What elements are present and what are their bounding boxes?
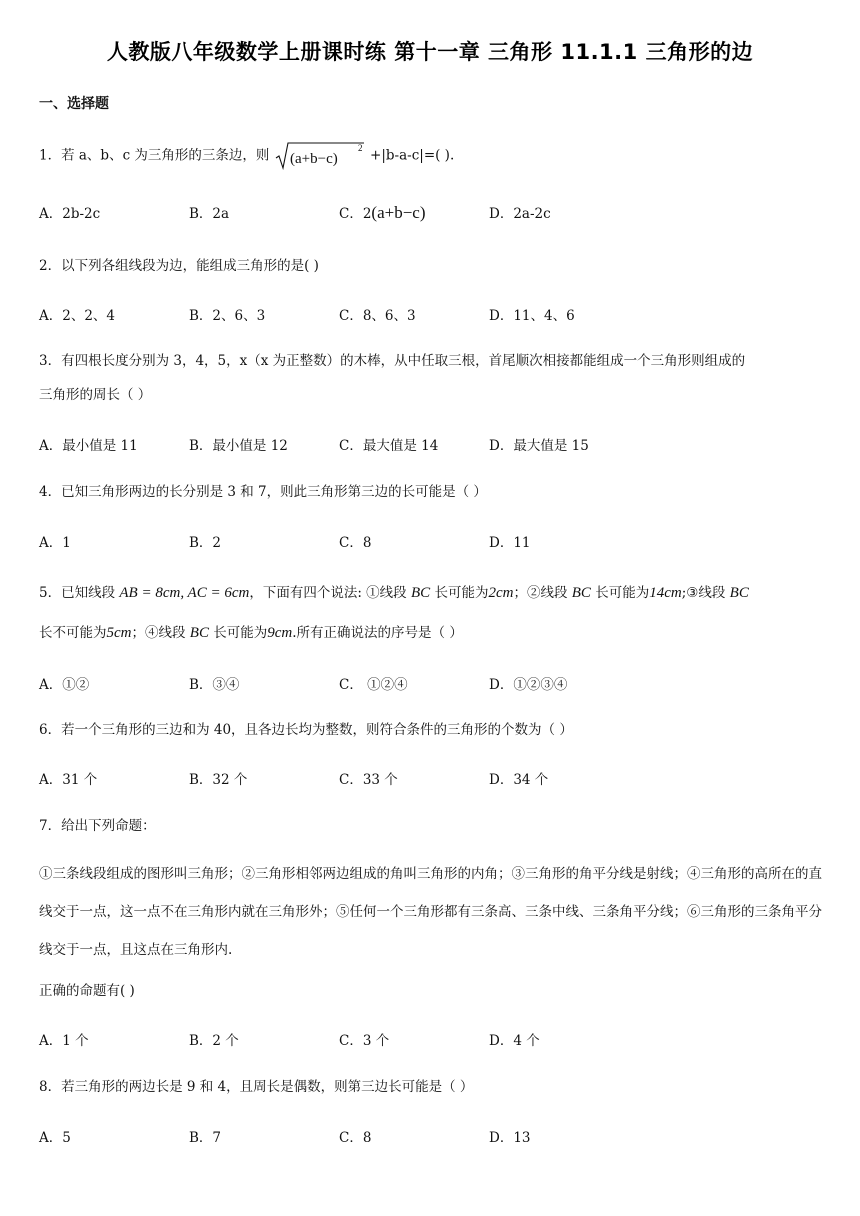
q1-text-pre: 1．若 a、b、c 为三角形的三条边，则	[39, 147, 270, 164]
question-3-line-1: 3．有四根长度分别为 3，4，5，x（x 为正整数）的木棒，从中任取三根，首尾顺次相接都能组成一个三角形则组成的	[39, 353, 746, 369]
q3-option-a[interactable]: A．最小值是 11	[39, 438, 138, 454]
q7-option-b[interactable]: B．2 个	[189, 1033, 239, 1049]
q1-options	[39, 202, 829, 222]
q5-option-a[interactable]: A．①②	[39, 677, 90, 693]
q8-option-a[interactable]: A．5	[39, 1130, 71, 1146]
q4-option-c[interactable]: C．8	[339, 535, 372, 551]
q5-math-5cm: 5cm	[106, 625, 132, 641]
q5-text-4: ；②线段	[513, 585, 572, 601]
q4-option-d[interactable]: D．11	[489, 535, 531, 551]
q2-option-d[interactable]: D．11、4、6	[489, 308, 575, 324]
question-2: 2．以下列各组线段为边，能组成三角形的是( )	[39, 258, 319, 274]
q5-text-2: ，下面有四个说法: ①线段	[249, 585, 411, 601]
q2-option-a[interactable]: A．2、2、4	[39, 308, 116, 324]
q5-text-5: 长可能为	[590, 585, 650, 601]
question-8: 8．若三角形的两边长是 9 和 4，且周长是偶数，则第三边长可能是（ ）	[39, 1079, 474, 1095]
q5-options	[39, 673, 829, 693]
q1-option-a[interactable]: A．2b-2c	[39, 206, 101, 222]
q5-text-6: ;③线段	[681, 585, 730, 601]
question-7-intro: 7．给出下列命题：	[39, 818, 156, 834]
q5-math-9cm: 9cm	[267, 625, 293, 641]
q5-math-bc-1: BC	[410, 585, 431, 601]
q1-radicand: (a+b−c)	[289, 151, 338, 167]
q8-options	[39, 1126, 829, 1146]
question-1	[39, 141, 829, 165]
q5-text-1: 5．已知线段	[39, 585, 120, 601]
q7-option-a[interactable]: A．1 个	[39, 1033, 89, 1049]
q5-text-8: ；④线段	[131, 625, 190, 641]
q4-option-b[interactable]: B．2	[189, 535, 222, 551]
q5-math-bc-4: BC	[189, 625, 209, 641]
q5-text-7: 长不可能为	[39, 625, 107, 641]
q1-text-post: +|b-a-c|=( ).	[370, 147, 455, 164]
q5-text-9: 长可能为	[208, 625, 268, 641]
q8-option-b[interactable]: B．7	[189, 1130, 222, 1146]
q6-option-d[interactable]: D．34 个	[489, 772, 549, 788]
question-3-line-2: 三角形的周长（ ）	[39, 387, 152, 403]
q5-math-14cm: 14cm	[649, 585, 682, 601]
q1-option-c[interactable]	[339, 202, 426, 223]
question-5-line-2	[39, 623, 829, 643]
q5-text-10: .所有正确说法的序号是（ ）	[292, 625, 463, 641]
q5-math-2cm: 2cm	[488, 585, 514, 601]
q4-option-a[interactable]: A．1	[39, 535, 71, 551]
q3-option-b[interactable]: B．最小值是 12	[189, 438, 288, 454]
q4-options	[39, 531, 829, 551]
q3-option-d[interactable]: D．最大值是 15	[489, 438, 589, 454]
q7-option-d[interactable]: D．4 个	[489, 1033, 540, 1049]
q6-option-c[interactable]: C．33 个	[339, 772, 398, 788]
q1-option-c-expr: (a+b−c)	[371, 203, 426, 222]
q6-options	[39, 768, 829, 788]
q5-option-c[interactable]: C． ①②④	[339, 677, 408, 693]
q8-option-c[interactable]: C．8	[339, 1130, 372, 1146]
square-root-icon	[274, 141, 366, 171]
q5-option-b[interactable]: B．③④	[189, 677, 240, 693]
question-4: 4．已知三角形两边的长分别是 3 和 7，则此三角形第三边的长可能是（ ）	[39, 484, 487, 500]
q5-math-bc-2: BC	[571, 585, 591, 601]
q5-math-bc-3: BC	[729, 585, 749, 601]
q1-option-d[interactable]: D．2a-2c	[489, 206, 551, 222]
q2-option-c[interactable]: C．8、6、3	[339, 308, 416, 324]
q3-options	[39, 434, 829, 454]
q6-option-b[interactable]: B．32 个	[189, 772, 248, 788]
question-7-statements: ①三条线段组成的图形叫三角形；②三角形相邻两边组成的角叫三角形的内角；③三角形的角平分线是射线；④三角形的高所在的直线交于一点，这一点不在三角形内就在三角形外；⑤任何一个三角形都有三条高、三条中线、三条角平分线；⑥三角形的三条角平分线交于一点，且这点在三角形内.	[39, 866, 822, 958]
q2-option-b[interactable]: B．2、6、3	[189, 308, 266, 324]
q1-option-b[interactable]: B．2a	[189, 206, 230, 222]
q5-text-3: 长可能为	[430, 585, 489, 601]
q1-exponent: 2	[357, 143, 363, 153]
section-heading: 一、选择题	[39, 96, 109, 112]
q3-option-c[interactable]: C．最大值是 14	[339, 438, 439, 454]
q2-options	[39, 304, 829, 324]
q7-option-c[interactable]: C．3 个	[339, 1033, 390, 1049]
question-6: 6．若一个三角形的三边和为 40，且各边长均为整数，则符合条件的三角形的个数为（ ）	[39, 722, 573, 738]
q8-option-d[interactable]: D．13	[489, 1130, 531, 1146]
q1-option-c-label: C．2	[339, 206, 372, 222]
q6-option-a[interactable]: A．31 个	[39, 772, 98, 788]
page-title: 人教版八年级数学上册课时练 第十一章 三角形 11.1.1 三角形的边	[106, 40, 754, 64]
q5-option-d[interactable]: D．①②③④	[489, 677, 568, 693]
question-7-ask: 正确的命题有( )	[39, 983, 135, 999]
q7-options	[39, 1029, 829, 1049]
q5-math-ab-ac: AB = 8cm, AC = 6cm	[119, 585, 250, 601]
question-5-line-1	[39, 583, 829, 603]
